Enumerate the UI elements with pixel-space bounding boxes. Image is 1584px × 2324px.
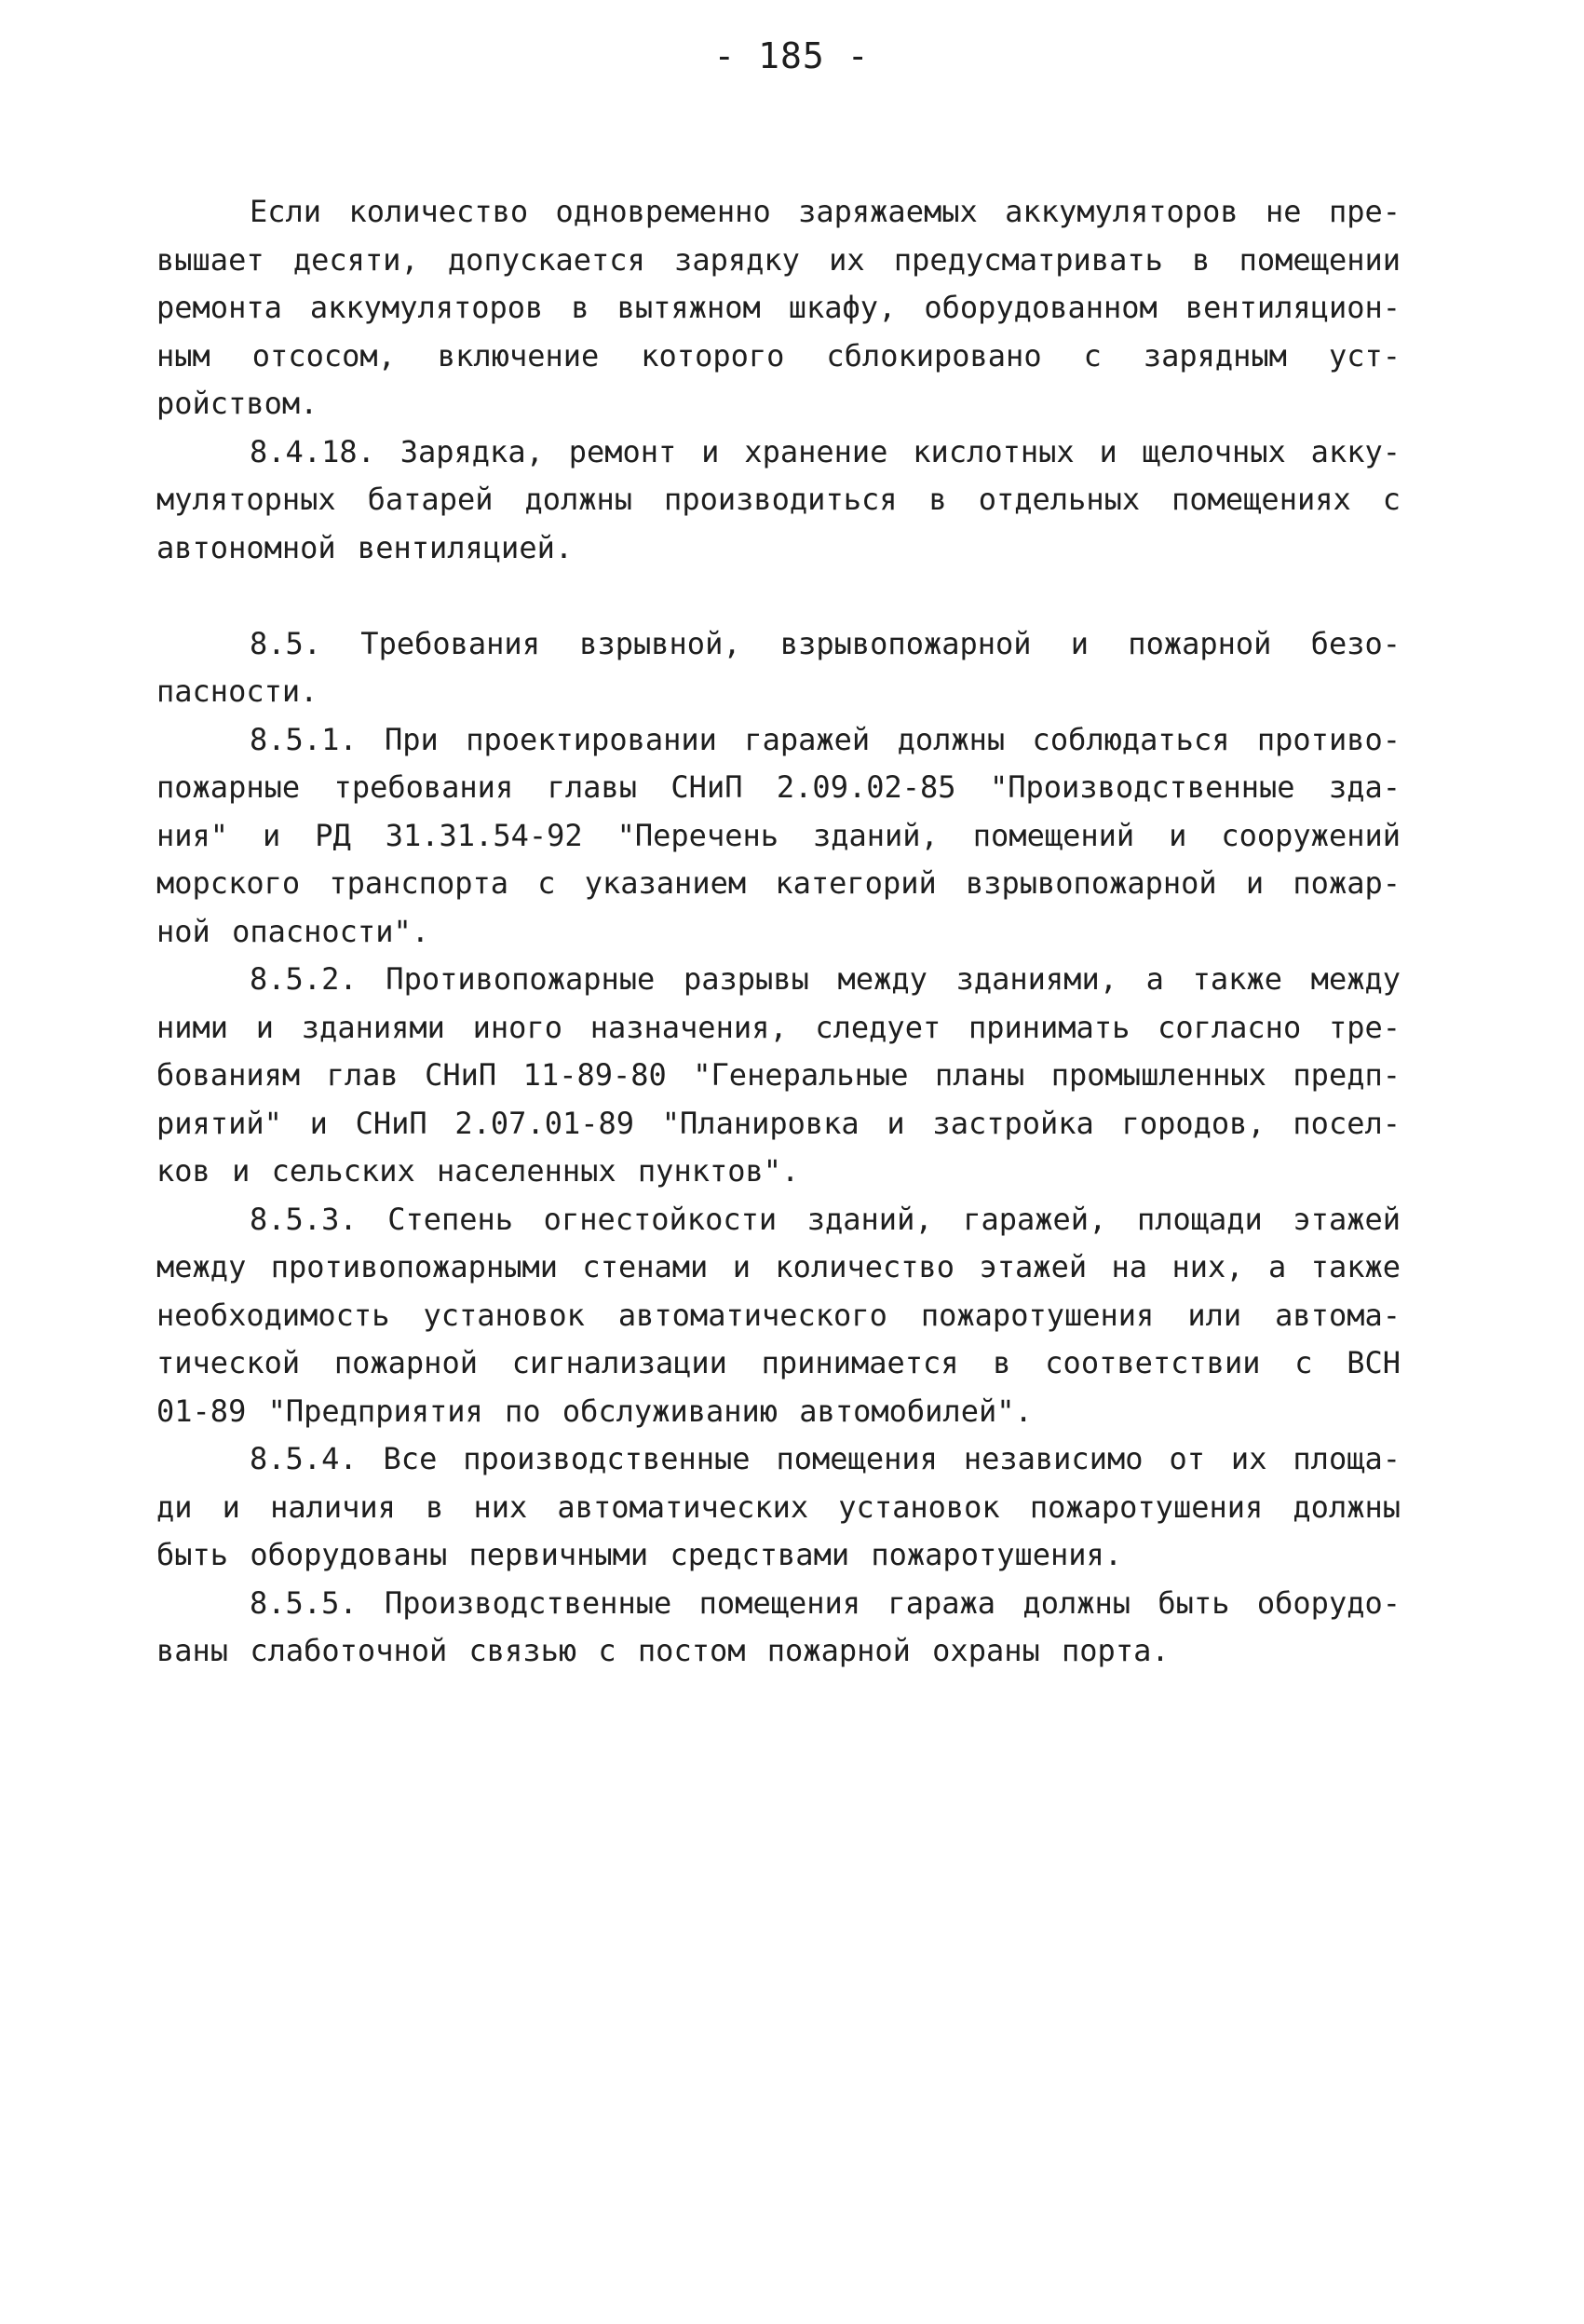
paragraph-8-5-4 bbox=[156, 1435, 1401, 1580]
paragraph-8-4-18 bbox=[156, 428, 1401, 573]
text-line: 8.5.1. При проектировании гаражей должны соблюдаться противо- bbox=[250, 721, 1401, 757]
text-line: ремонта аккумуляторов в вытяжном шкафу, оборудованном вентиляцион- bbox=[156, 290, 1401, 325]
text-line: ной опасности". bbox=[156, 913, 429, 949]
paragraph-8-5-1 bbox=[156, 716, 1401, 957]
text-line: ройством. bbox=[156, 386, 318, 421]
text-line: быть оборудованы первичными средствами пожаротушения. bbox=[156, 1537, 1123, 1572]
text-line: автономной вентиляцией. bbox=[156, 529, 574, 565]
text-line: морского транспорта с указанием категорий взрывопожарной и пожар- bbox=[156, 865, 1401, 901]
paragraph-gap bbox=[156, 572, 1401, 620]
text-line: между противопожарными стенами и количество этажей на них, а также bbox=[156, 1249, 1401, 1284]
text-line: Если количество одновременно заряжаемых аккумуляторов не пре- bbox=[250, 194, 1401, 229]
text-line: 8.5.4. Все производственные помещения независимо от их площа- bbox=[250, 1441, 1401, 1476]
section-heading-8-5 bbox=[156, 620, 1401, 716]
text-line: ди и наличия в них автоматических установок пожаротушения должны bbox=[156, 1488, 1401, 1525]
text-line: тической пожарной сигнализации принимается в соответствии с ВСН bbox=[156, 1345, 1401, 1380]
text-line: ваны слаботочной связью с постом пожарной охраны порта. bbox=[156, 1633, 1170, 1668]
text-line: ным отсосом, включение которого сблокировано с зарядным уст- bbox=[156, 337, 1401, 374]
text-line: 01-89 "Предприятия по обслуживанию автомобилей". bbox=[156, 1393, 1033, 1429]
text-line: пожарные требования главы СНиП 2.09.02-85 "Производственные зда- bbox=[156, 769, 1401, 805]
text-line: 8.5.5. Производственные помещения гаража должны быть оборудо- bbox=[250, 1584, 1401, 1621]
text-line: ния" и РД 31.31.54-92 "Перечень зданий, помещений и сооружений bbox=[156, 817, 1401, 853]
page-number bbox=[0, 35, 941, 76]
paragraph-8-5-2 bbox=[156, 956, 1401, 1196]
document-body bbox=[156, 188, 1401, 1676]
text-line: необходимость установок автоматического пожаротушения или автома- bbox=[156, 1297, 1401, 1333]
text-line: муляторных батарей должны производиться в отдельных помещениях с bbox=[156, 482, 1401, 517]
text-line: 8.5.3. Степень огнестойкости зданий, гаражей, площади этажей bbox=[250, 1201, 1401, 1237]
text-line: ними и зданиями иного назначения, следует принимать согласно тре- bbox=[156, 1009, 1401, 1045]
text-line: пасности. bbox=[156, 673, 318, 709]
paragraph-battery-charging bbox=[156, 188, 1401, 428]
text-line: вышает десяти, допускается зарядку их предусматривать в помещении bbox=[156, 241, 1401, 278]
paragraph-8-5-3 bbox=[156, 1196, 1401, 1436]
page-number-text: - 185 - bbox=[713, 35, 870, 76]
paragraph-8-5-5 bbox=[156, 1580, 1401, 1676]
text-line: 8.4.18. Зарядка, ремонт и хранение кислотных и щелочных акку- bbox=[250, 433, 1401, 469]
text-line: 8.5. Требования взрывной, взрывопожарной и пожарной безо- bbox=[250, 625, 1401, 661]
text-line: ков и сельских населенных пунктов". bbox=[156, 1153, 800, 1189]
text-line: риятий" и СНиП 2.07.01-89 "Планировка и застройка городов, посел- bbox=[156, 1105, 1401, 1141]
text-line: бованиям глав СНиП 11-89-80 "Генеральные планы промышленных предп- bbox=[156, 1057, 1401, 1093]
text-line: 8.5.2. Противопожарные разрывы между зданиями, а также между bbox=[250, 961, 1401, 997]
